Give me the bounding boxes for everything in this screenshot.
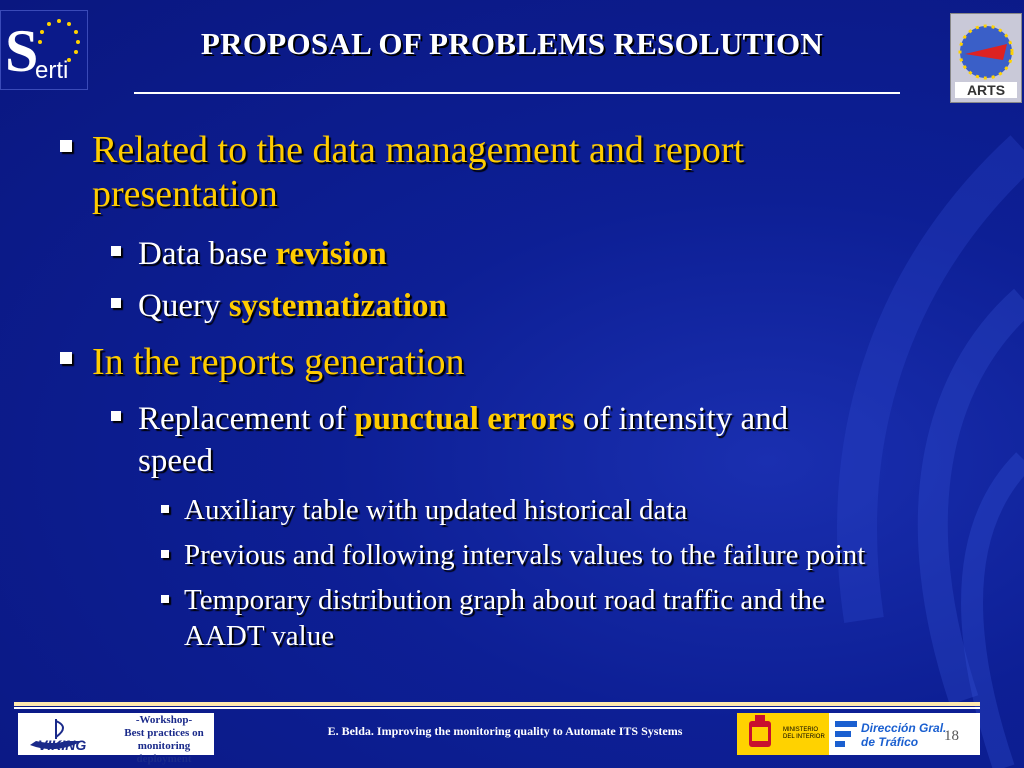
dgt-text — [861, 721, 946, 749]
bullet-text: Query — [138, 288, 229, 324]
spain-coat-of-arms-icon — [739, 713, 783, 755]
square-bullet-icon — [60, 140, 72, 152]
slide-title: PROPOSAL OF PROBLEMS RESOLUTION — [200, 26, 824, 61]
sub-sub-bullet-temporary-graph — [184, 582, 825, 654]
bullet-item-data-management — [92, 128, 744, 216]
viking-logo-box — [18, 713, 214, 765]
viking-text: VIKING — [38, 737, 87, 753]
bullet-item-reports-generation — [92, 340, 464, 384]
bullet-text: Replacement of — [138, 401, 355, 437]
workshop-line: monitoring deployment — [136, 740, 192, 765]
ministerio-logo — [737, 713, 829, 755]
footer-credit: E. Belda. Improving the monitoring quality to Automate ITS Systems — [327, 724, 683, 738]
workshop-line: Best practices on — [124, 727, 204, 739]
bullet-text-line: Temporary distribution graph about road traffic and the — [184, 584, 825, 616]
footer-rule — [14, 702, 980, 706]
footer-rule-thin — [14, 707, 980, 709]
serti-s-letter: S — [5, 18, 39, 84]
bullet-text-line: Related to the data management and report — [92, 129, 745, 171]
page-number: 18 — [944, 728, 959, 744]
arts-text: ARTS — [966, 82, 1006, 98]
highlight-text: revision — [275, 236, 387, 272]
sub-sub-bullet-auxiliary-table — [184, 492, 687, 528]
square-bullet-icon — [60, 352, 72, 364]
workshop-line: -Workshop- — [135, 714, 193, 726]
sub-sub-bullet-intervals — [184, 537, 865, 573]
serti-text: erti — [35, 57, 69, 84]
bullet-text-line: AADT value — [184, 620, 335, 652]
bullet-text: Previous and following intervals values to the failure point — [184, 539, 866, 571]
ministerio-text: MINISTERIO DEL INTERIOR — [783, 727, 825, 740]
bullet-text: Auxiliary table with updated historical data — [184, 494, 688, 526]
sub-bullet-database-revision — [138, 233, 387, 275]
dgt-emblem-icon — [831, 715, 861, 755]
highlight-text: punctual errors — [354, 401, 575, 437]
bullet-text: of intensity and — [574, 401, 789, 437]
highlight-text: systematization — [228, 288, 447, 324]
bullet-text-line: presentation — [92, 173, 278, 215]
bullet-text: Data base — [138, 236, 276, 272]
square-bullet-icon — [111, 411, 121, 421]
dgt-line: de Tráfico — [861, 735, 919, 749]
sub-bullet-query-systematization — [138, 285, 447, 327]
bullet-text-line: In the reports generation — [92, 341, 465, 383]
sub-bullet-replacement-errors — [138, 398, 788, 482]
workshop-label — [114, 714, 214, 766]
bullet-text-line: speed — [138, 443, 214, 479]
square-bullet-icon — [161, 550, 169, 558]
square-bullet-icon — [111, 298, 121, 308]
dgt-line: Dirección Gral. — [861, 721, 947, 735]
square-bullet-icon — [111, 246, 121, 256]
square-bullet-icon — [161, 505, 169, 513]
square-bullet-icon — [161, 595, 169, 603]
